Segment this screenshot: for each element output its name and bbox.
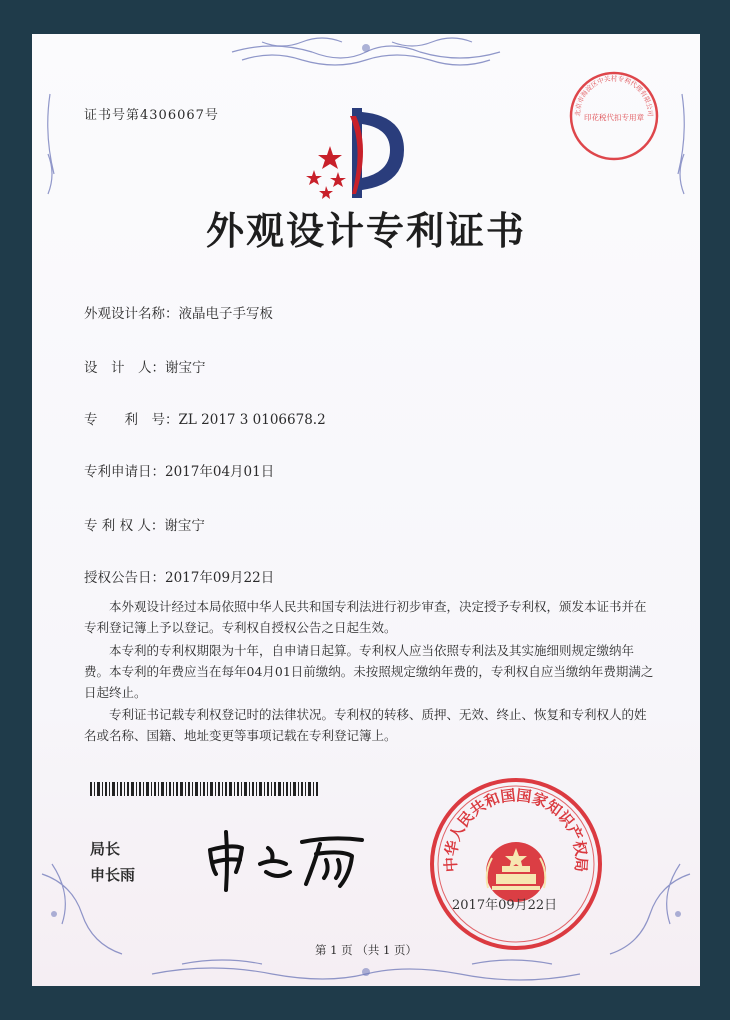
certificate-number: 证书号第4306067号 <box>84 108 219 123</box>
director-title: 局长 <box>90 840 121 858</box>
stamp-inner-text: 印花税代扣专用章 <box>584 113 644 122</box>
svg-text:北京市海淀区中关村专利代理有限公司 <box>573 74 655 117</box>
signature-icon <box>202 824 372 894</box>
official-seal-icon <box>428 776 604 952</box>
cnipa-logo-icon <box>300 98 420 208</box>
grant-date-field: 授权公告日：2017年09月22日 <box>84 570 275 586</box>
patent-number-field: 专 利 号：ZL 2017 3 0106678.2 <box>84 412 326 428</box>
director-name: 申长雨 <box>90 866 136 884</box>
certificate-frame <box>32 34 700 986</box>
patentee-field: 专 利 权 人：谢宝宁 <box>84 518 205 534</box>
body-paragraph-1: 本外观设计经过本局依照中华人民共和国专利法进行初步审查，决定授予专利权，颁发本证书并在专利登记簿上予以登记。专利权自授权公告之日起生效。 <box>84 599 647 635</box>
tax-stamp-icon <box>568 70 660 162</box>
barcode-icon <box>90 782 320 796</box>
body-paragraph-2: 本专利的专利权期限为十年，自申请日起算。专利权人应当依照专利法及其实施细则规定缴纳年费。本专利的年费应当在每年04月01日前缴纳。未按照规定缴纳年费的，专利权自应当缴纳年费期满之日起终止。 <box>84 643 654 700</box>
page-number: 第 1 页 （共 1 页） <box>315 943 417 957</box>
design-name-field: 外观设计名称：液晶电子手写板 <box>84 306 273 322</box>
body-paragraph-3: 专利证书记载专利权登记时的法律状况。专利权的转移、质押、无效、终止、恢复和专利权人的姓名或名称、国籍、地址变更等事项记载在专利登记簿上。 <box>84 707 647 743</box>
designer-field: 设 计 人：谢宝宁 <box>84 360 206 376</box>
seal-ring-text: 中华人民共和国国家知识产权局 <box>441 786 591 873</box>
stamp-ring-text: 北京市海淀区中关村专利代理有限公司 <box>573 74 655 117</box>
seal-date: 2017年09月22日 <box>452 898 558 913</box>
certificate-title: 外观设计专利证书 <box>205 208 526 253</box>
filing-date-field: 专利申请日：2017年04月01日 <box>84 464 275 480</box>
